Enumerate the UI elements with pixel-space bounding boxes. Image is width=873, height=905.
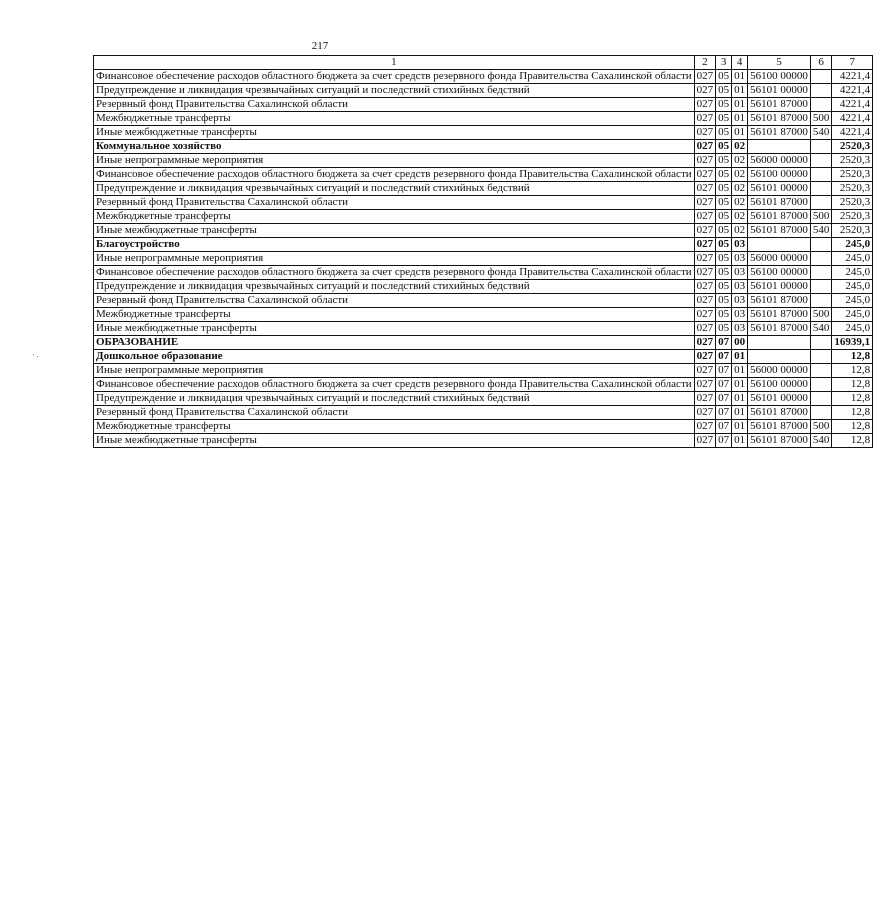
amount-cell: 12,8 [832, 350, 873, 364]
section-cell: 05 [716, 308, 732, 322]
section-cell: 05 [716, 280, 732, 294]
section-cell: 07 [716, 350, 732, 364]
col-header: 6 [810, 56, 832, 70]
expense-type-cell [810, 168, 832, 182]
name-cell: Дошкольное образование [94, 350, 695, 364]
code-cell: 027 [694, 154, 716, 168]
section-cell: 05 [716, 126, 732, 140]
section-cell: 05 [716, 210, 732, 224]
section-cell: 05 [716, 266, 732, 280]
amount-cell: 4221,4 [832, 112, 873, 126]
target-article-cell: 56000 00000 [748, 364, 811, 378]
scan-speck [37, 356, 38, 357]
target-article-cell: 56101 87000 [748, 196, 811, 210]
code-cell: 027 [694, 280, 716, 294]
code-cell: 027 [694, 168, 716, 182]
col-header: 3 [716, 56, 732, 70]
name-cell: Межбюджетные трансферты [94, 210, 695, 224]
col-header: 5 [748, 56, 811, 70]
table-row [94, 280, 873, 294]
name-cell: Финансовое обеспечение расходов областного бюджета за счет средств резервного фонда Правительства Сахалинской области [94, 168, 695, 182]
section-cell: 05 [716, 154, 732, 168]
expense-type-cell [810, 280, 832, 294]
code-cell: 027 [694, 140, 716, 154]
subsection-cell: 01 [732, 378, 748, 392]
page-number: 217 [311, 40, 329, 52]
amount-cell: 2520,3 [832, 168, 873, 182]
subsection-cell: 03 [732, 238, 748, 252]
expense-type-cell: 540 [810, 322, 832, 336]
expense-type-cell: 540 [810, 434, 832, 448]
amount-cell: 12,8 [832, 378, 873, 392]
code-cell: 027 [694, 224, 716, 238]
name-cell: Коммунальное хозяйство [94, 140, 695, 154]
name-cell: Финансовое обеспечение расходов областного бюджета за счет средств резервного фонда Правительства Сахалинской области [94, 70, 695, 84]
section-cell: 05 [716, 182, 732, 196]
target-article-cell: 56101 00000 [748, 182, 811, 196]
expense-type-cell [810, 294, 832, 308]
name-cell: Иные межбюджетные трансферты [94, 322, 695, 336]
amount-cell: 12,8 [832, 406, 873, 420]
table-row [94, 112, 873, 126]
amount-cell: 12,8 [832, 392, 873, 406]
amount-cell: 245,0 [832, 308, 873, 322]
expense-type-cell [810, 252, 832, 266]
subsection-cell: 03 [732, 322, 748, 336]
amount-cell: 2520,3 [832, 154, 873, 168]
section-cell: 07 [716, 378, 732, 392]
target-article-cell [748, 336, 811, 350]
section-cell: 05 [716, 196, 732, 210]
subsection-cell: 01 [732, 350, 748, 364]
amount-cell: 245,0 [832, 280, 873, 294]
target-article-cell: 56100 00000 [748, 266, 811, 280]
amount-cell: 245,0 [832, 266, 873, 280]
code-cell: 027 [694, 322, 716, 336]
code-cell: 027 [694, 294, 716, 308]
section-cell: 07 [716, 336, 732, 350]
target-article-cell: 56101 87000 [748, 406, 811, 420]
header-row [94, 56, 873, 70]
expense-type-cell [810, 364, 832, 378]
target-article-cell: 56101 87000 [748, 210, 811, 224]
target-article-cell: 56000 00000 [748, 154, 811, 168]
target-article-cell: 56101 87000 [748, 322, 811, 336]
target-article-cell: 56101 87000 [748, 420, 811, 434]
code-cell: 027 [694, 266, 716, 280]
table-row [94, 294, 873, 308]
table-row [94, 196, 873, 210]
table-row [94, 154, 873, 168]
table-row [94, 182, 873, 196]
name-cell: Межбюджетные трансферты [94, 112, 695, 126]
subsection-cell: 02 [732, 154, 748, 168]
expense-type-cell [810, 70, 832, 84]
amount-cell: 12,8 [832, 364, 873, 378]
amount-cell: 4221,4 [832, 70, 873, 84]
table-row [94, 378, 873, 392]
code-cell: 027 [694, 196, 716, 210]
target-article-cell: 56100 00000 [748, 70, 811, 84]
table-row [94, 126, 873, 140]
expense-type-cell [810, 350, 832, 364]
target-article-cell: 56101 00000 [748, 280, 811, 294]
subsection-cell: 01 [732, 98, 748, 112]
subsection-cell: 03 [732, 308, 748, 322]
name-cell: Предупреждение и ликвидация чрезвычайных ситуаций и последствий стихийных бедствий [94, 392, 695, 406]
name-cell: Предупреждение и ликвидация чрезвычайных ситуаций и последствий стихийных бедствий [94, 280, 695, 294]
code-cell: 027 [694, 126, 716, 140]
subsection-cell: 02 [732, 224, 748, 238]
section-cell: 07 [716, 392, 732, 406]
expense-type-cell: 500 [810, 420, 832, 434]
table-row [94, 84, 873, 98]
code-cell: 027 [694, 112, 716, 126]
table-row [94, 406, 873, 420]
section-cell: 05 [716, 168, 732, 182]
name-cell: ОБРАЗОВАНИЕ [94, 336, 695, 350]
table-row [94, 238, 873, 252]
code-cell: 027 [694, 350, 716, 364]
code-cell: 027 [694, 70, 716, 84]
expense-type-cell [810, 392, 832, 406]
target-article-cell: 56100 00000 [748, 378, 811, 392]
name-cell: Резервный фонд Правительства Сахалинской области [94, 98, 695, 112]
section-cell: 05 [716, 224, 732, 238]
amount-cell: 245,0 [832, 294, 873, 308]
table-row [94, 336, 873, 350]
code-cell: 027 [694, 434, 716, 448]
section-cell: 05 [716, 112, 732, 126]
amount-cell: 2520,3 [832, 196, 873, 210]
subsection-cell: 02 [732, 210, 748, 224]
name-cell: Иные непрограммные мероприятия [94, 364, 695, 378]
table-row [94, 252, 873, 266]
section-cell: 05 [716, 294, 732, 308]
expense-type-cell: 540 [810, 126, 832, 140]
budget-table [93, 55, 873, 448]
table-row [94, 350, 873, 364]
target-article-cell: 56101 00000 [748, 392, 811, 406]
amount-cell: 2520,3 [832, 140, 873, 154]
expense-type-cell [810, 238, 832, 252]
col-header: 1 [94, 56, 695, 70]
subsection-cell: 01 [732, 420, 748, 434]
name-cell: Межбюджетные трансферты [94, 420, 695, 434]
section-cell: 05 [716, 238, 732, 252]
amount-cell: 2520,3 [832, 224, 873, 238]
code-cell: 027 [694, 252, 716, 266]
name-cell: Финансовое обеспечение расходов областного бюджета за счет средств резервного фонда Правительства Сахалинской области [94, 266, 695, 280]
name-cell: Иные непрограммные мероприятия [94, 252, 695, 266]
target-article-cell: 56000 00000 [748, 252, 811, 266]
expense-type-cell [810, 98, 832, 112]
subsection-cell: 01 [732, 434, 748, 448]
scan-speck [33, 354, 34, 355]
subsection-cell: 02 [732, 182, 748, 196]
target-article-cell [748, 238, 811, 252]
section-cell: 07 [716, 420, 732, 434]
code-cell: 027 [694, 336, 716, 350]
table-row [94, 364, 873, 378]
expense-type-cell: 500 [810, 210, 832, 224]
section-cell: 05 [716, 98, 732, 112]
target-article-cell: 56101 87000 [748, 112, 811, 126]
name-cell: Иные межбюджетные трансферты [94, 126, 695, 140]
expense-type-cell [810, 84, 832, 98]
target-article-cell: 56101 00000 [748, 84, 811, 98]
subsection-cell: 03 [732, 294, 748, 308]
code-cell: 027 [694, 238, 716, 252]
name-cell: Резервный фонд Правительства Сахалинской области [94, 294, 695, 308]
code-cell: 027 [694, 98, 716, 112]
table-row [94, 322, 873, 336]
subsection-cell: 02 [732, 140, 748, 154]
target-article-cell: 56101 87000 [748, 434, 811, 448]
expense-type-cell [810, 378, 832, 392]
expense-type-cell [810, 140, 832, 154]
amount-cell: 245,0 [832, 252, 873, 266]
subsection-cell: 01 [732, 112, 748, 126]
table-row [94, 308, 873, 322]
target-article-cell: 56101 87000 [748, 294, 811, 308]
table-row [94, 420, 873, 434]
code-cell: 027 [694, 84, 716, 98]
expense-type-cell [810, 336, 832, 350]
expense-type-cell [810, 154, 832, 168]
subsection-cell: 00 [732, 336, 748, 350]
expense-type-cell: 500 [810, 308, 832, 322]
subsection-cell: 03 [732, 280, 748, 294]
amount-cell: 4221,4 [832, 84, 873, 98]
subsection-cell: 03 [732, 266, 748, 280]
target-article-cell [748, 350, 811, 364]
amount-cell: 2520,3 [832, 182, 873, 196]
target-article-cell [748, 140, 811, 154]
subsection-cell: 02 [732, 196, 748, 210]
section-cell: 05 [716, 84, 732, 98]
col-header: 2 [694, 56, 716, 70]
expense-type-cell [810, 406, 832, 420]
name-cell: Межбюджетные трансферты [94, 308, 695, 322]
section-cell: 05 [716, 252, 732, 266]
subsection-cell: 01 [732, 126, 748, 140]
table-row [94, 140, 873, 154]
amount-cell: 4221,4 [832, 98, 873, 112]
subsection-cell: 01 [732, 392, 748, 406]
name-cell: Резервный фонд Правительства Сахалинской области [94, 406, 695, 420]
name-cell: Финансовое обеспечение расходов областного бюджета за счет средств резервного фонда Правительства Сахалинской области [94, 378, 695, 392]
name-cell: Резервный фонд Правительства Сахалинской области [94, 196, 695, 210]
subsection-cell: 03 [732, 252, 748, 266]
target-article-cell: 56101 87000 [748, 98, 811, 112]
code-cell: 027 [694, 392, 716, 406]
table-row [94, 210, 873, 224]
table-row [94, 224, 873, 238]
subsection-cell: 01 [732, 70, 748, 84]
name-cell: Предупреждение и ликвидация чрезвычайных ситуаций и последствий стихийных бедствий [94, 84, 695, 98]
target-article-cell: 56101 87000 [748, 126, 811, 140]
target-article-cell: 56101 87000 [748, 224, 811, 238]
section-cell: 05 [716, 140, 732, 154]
section-cell: 05 [716, 70, 732, 84]
code-cell: 027 [694, 364, 716, 378]
name-cell: Иные межбюджетные трансферты [94, 434, 695, 448]
subsection-cell: 01 [732, 406, 748, 420]
code-cell: 027 [694, 182, 716, 196]
table-row [94, 98, 873, 112]
code-cell: 027 [694, 308, 716, 322]
code-cell: 027 [694, 210, 716, 224]
amount-cell: 4221,4 [832, 126, 873, 140]
code-cell: 027 [694, 378, 716, 392]
subsection-cell: 02 [732, 168, 748, 182]
expense-type-cell [810, 182, 832, 196]
subsection-cell: 01 [732, 364, 748, 378]
expense-type-cell: 540 [810, 224, 832, 238]
amount-cell: 12,8 [832, 434, 873, 448]
name-cell: Предупреждение и ликвидация чрезвычайных ситуаций и последствий стихийных бедствий [94, 182, 695, 196]
amount-cell: 2520,3 [832, 210, 873, 224]
amount-cell: 245,0 [832, 238, 873, 252]
section-cell: 07 [716, 434, 732, 448]
code-cell: 027 [694, 420, 716, 434]
table-row [94, 168, 873, 182]
target-article-cell: 56101 87000 [748, 308, 811, 322]
table-row [94, 392, 873, 406]
amount-cell: 16939,1 [832, 336, 873, 350]
name-cell: Иные непрограммные мероприятия [94, 154, 695, 168]
expense-type-cell [810, 196, 832, 210]
table-row [94, 70, 873, 84]
amount-cell: 12,8 [832, 420, 873, 434]
code-cell: 027 [694, 406, 716, 420]
table-body [94, 70, 873, 448]
table-row [94, 266, 873, 280]
target-article-cell: 56100 00000 [748, 168, 811, 182]
amount-cell: 245,0 [832, 322, 873, 336]
col-header: 7 [832, 56, 873, 70]
subsection-cell: 01 [732, 84, 748, 98]
name-cell: Благоустройство [94, 238, 695, 252]
name-cell: Иные межбюджетные трансферты [94, 224, 695, 238]
expense-type-cell: 500 [810, 112, 832, 126]
section-cell: 07 [716, 406, 732, 420]
section-cell: 07 [716, 364, 732, 378]
col-header: 4 [732, 56, 748, 70]
section-cell: 05 [716, 322, 732, 336]
table-row [94, 434, 873, 448]
expense-type-cell [810, 266, 832, 280]
